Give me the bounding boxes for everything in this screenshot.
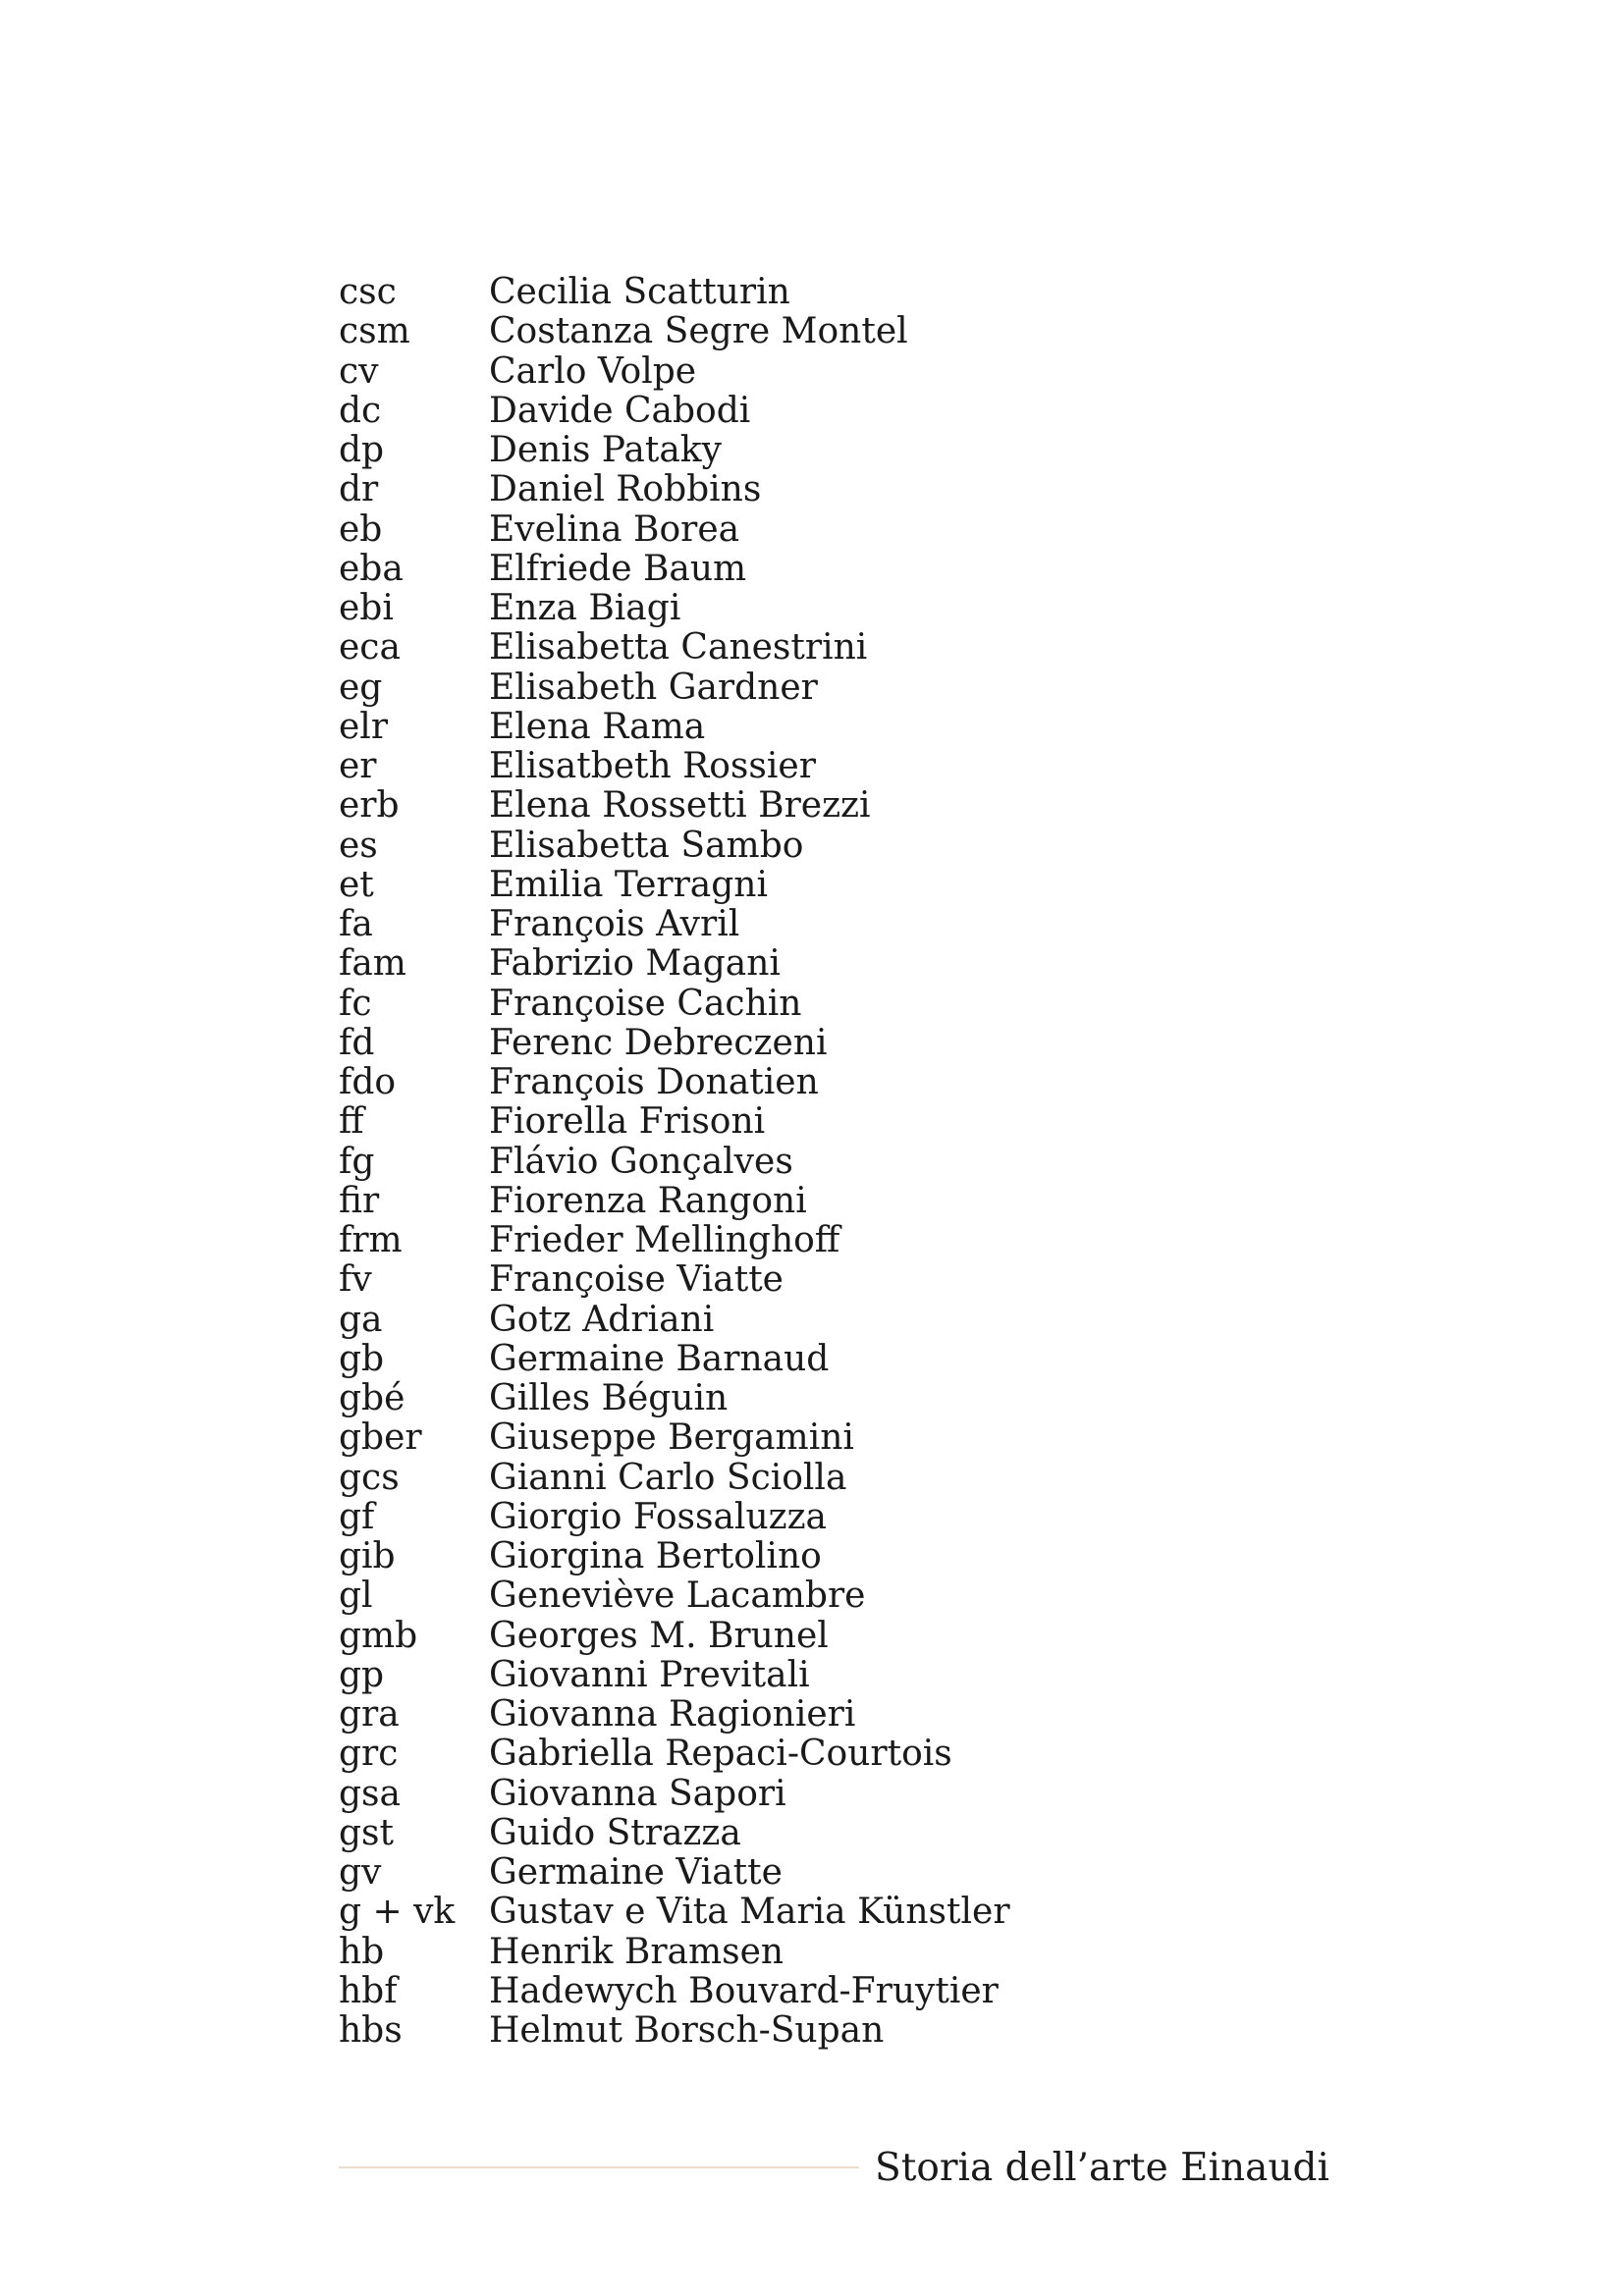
author-abbreviation: fdo <box>339 1062 397 1102</box>
author-entry <box>339 1024 1321 1063</box>
author-name: Denis Pataky <box>489 430 722 470</box>
author-entry <box>339 1656 1321 1695</box>
author-name: Françoise Viatte <box>489 1259 784 1301</box>
author-name: Georges M. Brunel <box>489 1615 829 1656</box>
author-abbreviation: ebi <box>339 588 394 628</box>
author-name: Fabrizio Magani <box>489 943 781 985</box>
author-abbreviation: erb <box>339 785 400 827</box>
author-abbreviation: et <box>339 864 374 905</box>
author-abbreviation: fir <box>339 1180 380 1221</box>
author-abbreviation: cv <box>339 350 379 392</box>
author-abbreviation: fc <box>339 983 372 1024</box>
author-name: Gotz Adriani <box>489 1299 715 1340</box>
author-name: Giovanna Sapori <box>489 1773 786 1814</box>
author-abbreviation: gra <box>339 1694 400 1735</box>
author-name: Elisabetta Sambo <box>489 825 804 866</box>
author-name: Gabriella Repaci-Courtois <box>489 1734 952 1775</box>
author-name: Elisabetta Canestrini <box>489 627 868 668</box>
author-name: Elisatbeth Rossier <box>489 746 816 786</box>
author-abbreviation: eba <box>339 548 404 589</box>
author-entry <box>339 1379 1321 1418</box>
author-entry <box>339 866 1321 905</box>
author-abbreviation: fam <box>339 943 406 985</box>
author-abbreviation: gst <box>339 1812 394 1853</box>
author-abbreviation: fg <box>339 1141 375 1182</box>
author-abbreviation: frm <box>339 1220 403 1260</box>
author-abbreviation: eb <box>339 508 383 550</box>
author-name: François Donatien <box>489 1062 819 1102</box>
author-entry <box>339 1221 1321 1260</box>
author-name: Cecilia Scatturin <box>489 272 790 312</box>
author-entry <box>339 589 1321 628</box>
author-entry <box>339 431 1321 470</box>
author-name: Enza Biagi <box>489 588 681 628</box>
author-entry <box>339 1182 1321 1221</box>
author-name: Carlo Volpe <box>489 350 697 392</box>
author-abbreviation: es <box>339 825 378 866</box>
author-entry <box>339 312 1321 351</box>
author-abbreviation: g + vk <box>339 1892 456 1933</box>
author-entry <box>339 1143 1321 1182</box>
author-entry <box>339 786 1321 826</box>
author-entry <box>339 2011 1321 2051</box>
author-entry <box>339 1576 1321 1616</box>
author-name: Elfriede Baum <box>489 548 747 589</box>
footer-title: Storia dell’arte Einaudi <box>875 2145 1329 2190</box>
author-name: François Avril <box>489 904 740 944</box>
author-abbreviation: hb <box>339 1931 385 1972</box>
author-entry <box>339 1063 1321 1102</box>
author-entry <box>339 905 1321 944</box>
author-abbreviation: er <box>339 746 377 786</box>
author-name: Elena Rama <box>489 706 706 747</box>
author-name: Giovanni Previtali <box>489 1654 810 1695</box>
author-name: Ferenc Debreczeni <box>489 1022 828 1063</box>
author-entry <box>339 708 1321 747</box>
author-abbreviation: fv <box>339 1259 372 1301</box>
author-name: Fiorella Frisoni <box>489 1101 766 1143</box>
author-entry <box>339 510 1321 550</box>
author-name: Elisabeth Gardner <box>489 667 818 708</box>
author-entry <box>339 1814 1321 1853</box>
author-name: Hadewych Bouvard-Fruytier <box>489 1970 999 2011</box>
author-entry <box>339 550 1321 589</box>
author-entry <box>339 628 1321 667</box>
author-entry <box>339 1340 1321 1379</box>
author-entry <box>339 352 1321 392</box>
author-entry <box>339 392 1321 431</box>
author-entry <box>339 1617 1321 1656</box>
author-abbreviation: fd <box>339 1022 375 1063</box>
author-abbreviation: gmb <box>339 1615 418 1656</box>
author-name: Davide Cabodi <box>489 390 751 431</box>
author-abbreviation: gv <box>339 1852 382 1893</box>
author-entry <box>339 1102 1321 1142</box>
author-name: Germaine Viatte <box>489 1852 783 1893</box>
author-abbreviation: gf <box>339 1496 375 1537</box>
author-entry <box>339 1260 1321 1300</box>
author-entry <box>339 470 1321 509</box>
author-name: Emilia Terragni <box>489 864 769 905</box>
author-abbreviation: dp <box>339 430 385 470</box>
author-entry <box>339 1695 1321 1735</box>
author-name: Giorgio Fossaluzza <box>489 1496 828 1537</box>
author-name: Flávio Gonçalves <box>489 1141 793 1182</box>
author-abbreviation: csm <box>339 311 410 352</box>
author-name: Gianni Carlo Sciolla <box>489 1457 847 1498</box>
author-entry <box>339 1775 1321 1814</box>
author-abbreviation: gib <box>339 1536 396 1576</box>
author-entry <box>339 747 1321 786</box>
author-name: Frieder Mellinghoff <box>489 1220 840 1260</box>
author-name: Elena Rossetti Brezzi <box>489 785 871 827</box>
footer-rule <box>339 2166 859 2168</box>
author-abbreviation: dr <box>339 469 379 510</box>
author-entry <box>339 827 1321 866</box>
author-entry <box>339 1498 1321 1537</box>
author-entry <box>339 1972 1321 2011</box>
author-entry <box>339 1893 1321 1932</box>
author-abbreviation: elr <box>339 706 389 747</box>
author-abbreviation: dc <box>339 390 382 431</box>
author-entry <box>339 1933 1321 1972</box>
author-abbreviation: csc <box>339 272 397 312</box>
author-name: Giovanna Ragionieri <box>489 1694 856 1735</box>
author-name: Geneviève Lacambre <box>489 1575 866 1617</box>
author-entry <box>339 273 1321 312</box>
author-abbreviation: gcs <box>339 1457 400 1498</box>
author-abbreviation: grc <box>339 1734 399 1775</box>
author-abbreviation: gsa <box>339 1773 401 1814</box>
author-abbreviation: gb <box>339 1338 385 1379</box>
author-name: Giorgina Bertolino <box>489 1536 822 1576</box>
author-name: Helmut Borsch-Supan <box>489 2010 885 2051</box>
author-abbreviation: hbs <box>339 2010 403 2051</box>
author-entry <box>339 1853 1321 1893</box>
author-entry <box>339 1537 1321 1576</box>
author-name: Guido Strazza <box>489 1812 741 1853</box>
author-abbreviation: eg <box>339 667 383 708</box>
author-abbreviation: eca <box>339 627 401 668</box>
author-name: Costanza Segre Montel <box>489 311 908 352</box>
page-footer <box>339 2138 1329 2197</box>
author-abbreviation: gbé <box>339 1378 406 1418</box>
author-name: Gustav e Vita Maria Künstler <box>489 1892 1010 1933</box>
author-abbreviation: gl <box>339 1575 373 1617</box>
author-abbreviation: gp <box>339 1654 385 1695</box>
author-entry <box>339 1735 1321 1774</box>
author-name: Germaine Barnaud <box>489 1338 830 1379</box>
author-abbreviation-list <box>339 273 1321 2051</box>
author-abbreviation: ga <box>339 1299 383 1340</box>
author-abbreviation: gber <box>339 1417 422 1459</box>
author-entry <box>339 944 1321 984</box>
author-name: Henrik Bramsen <box>489 1931 784 1972</box>
author-abbreviation: ff <box>339 1101 364 1143</box>
author-entry <box>339 985 1321 1024</box>
author-entry <box>339 1459 1321 1498</box>
author-entry <box>339 1418 1321 1458</box>
author-name: Gilles Béguin <box>489 1378 729 1418</box>
author-name: Fiorenza Rangoni <box>489 1180 807 1221</box>
author-name: Françoise Cachin <box>489 983 802 1024</box>
author-entry <box>339 668 1321 708</box>
author-abbreviation: fa <box>339 904 373 944</box>
author-entry <box>339 1301 1321 1340</box>
author-name: Giuseppe Bergamini <box>489 1417 854 1459</box>
author-abbreviation: hbf <box>339 1970 398 2011</box>
author-name: Daniel Robbins <box>489 469 762 510</box>
author-name: Evelina Borea <box>489 508 740 550</box>
